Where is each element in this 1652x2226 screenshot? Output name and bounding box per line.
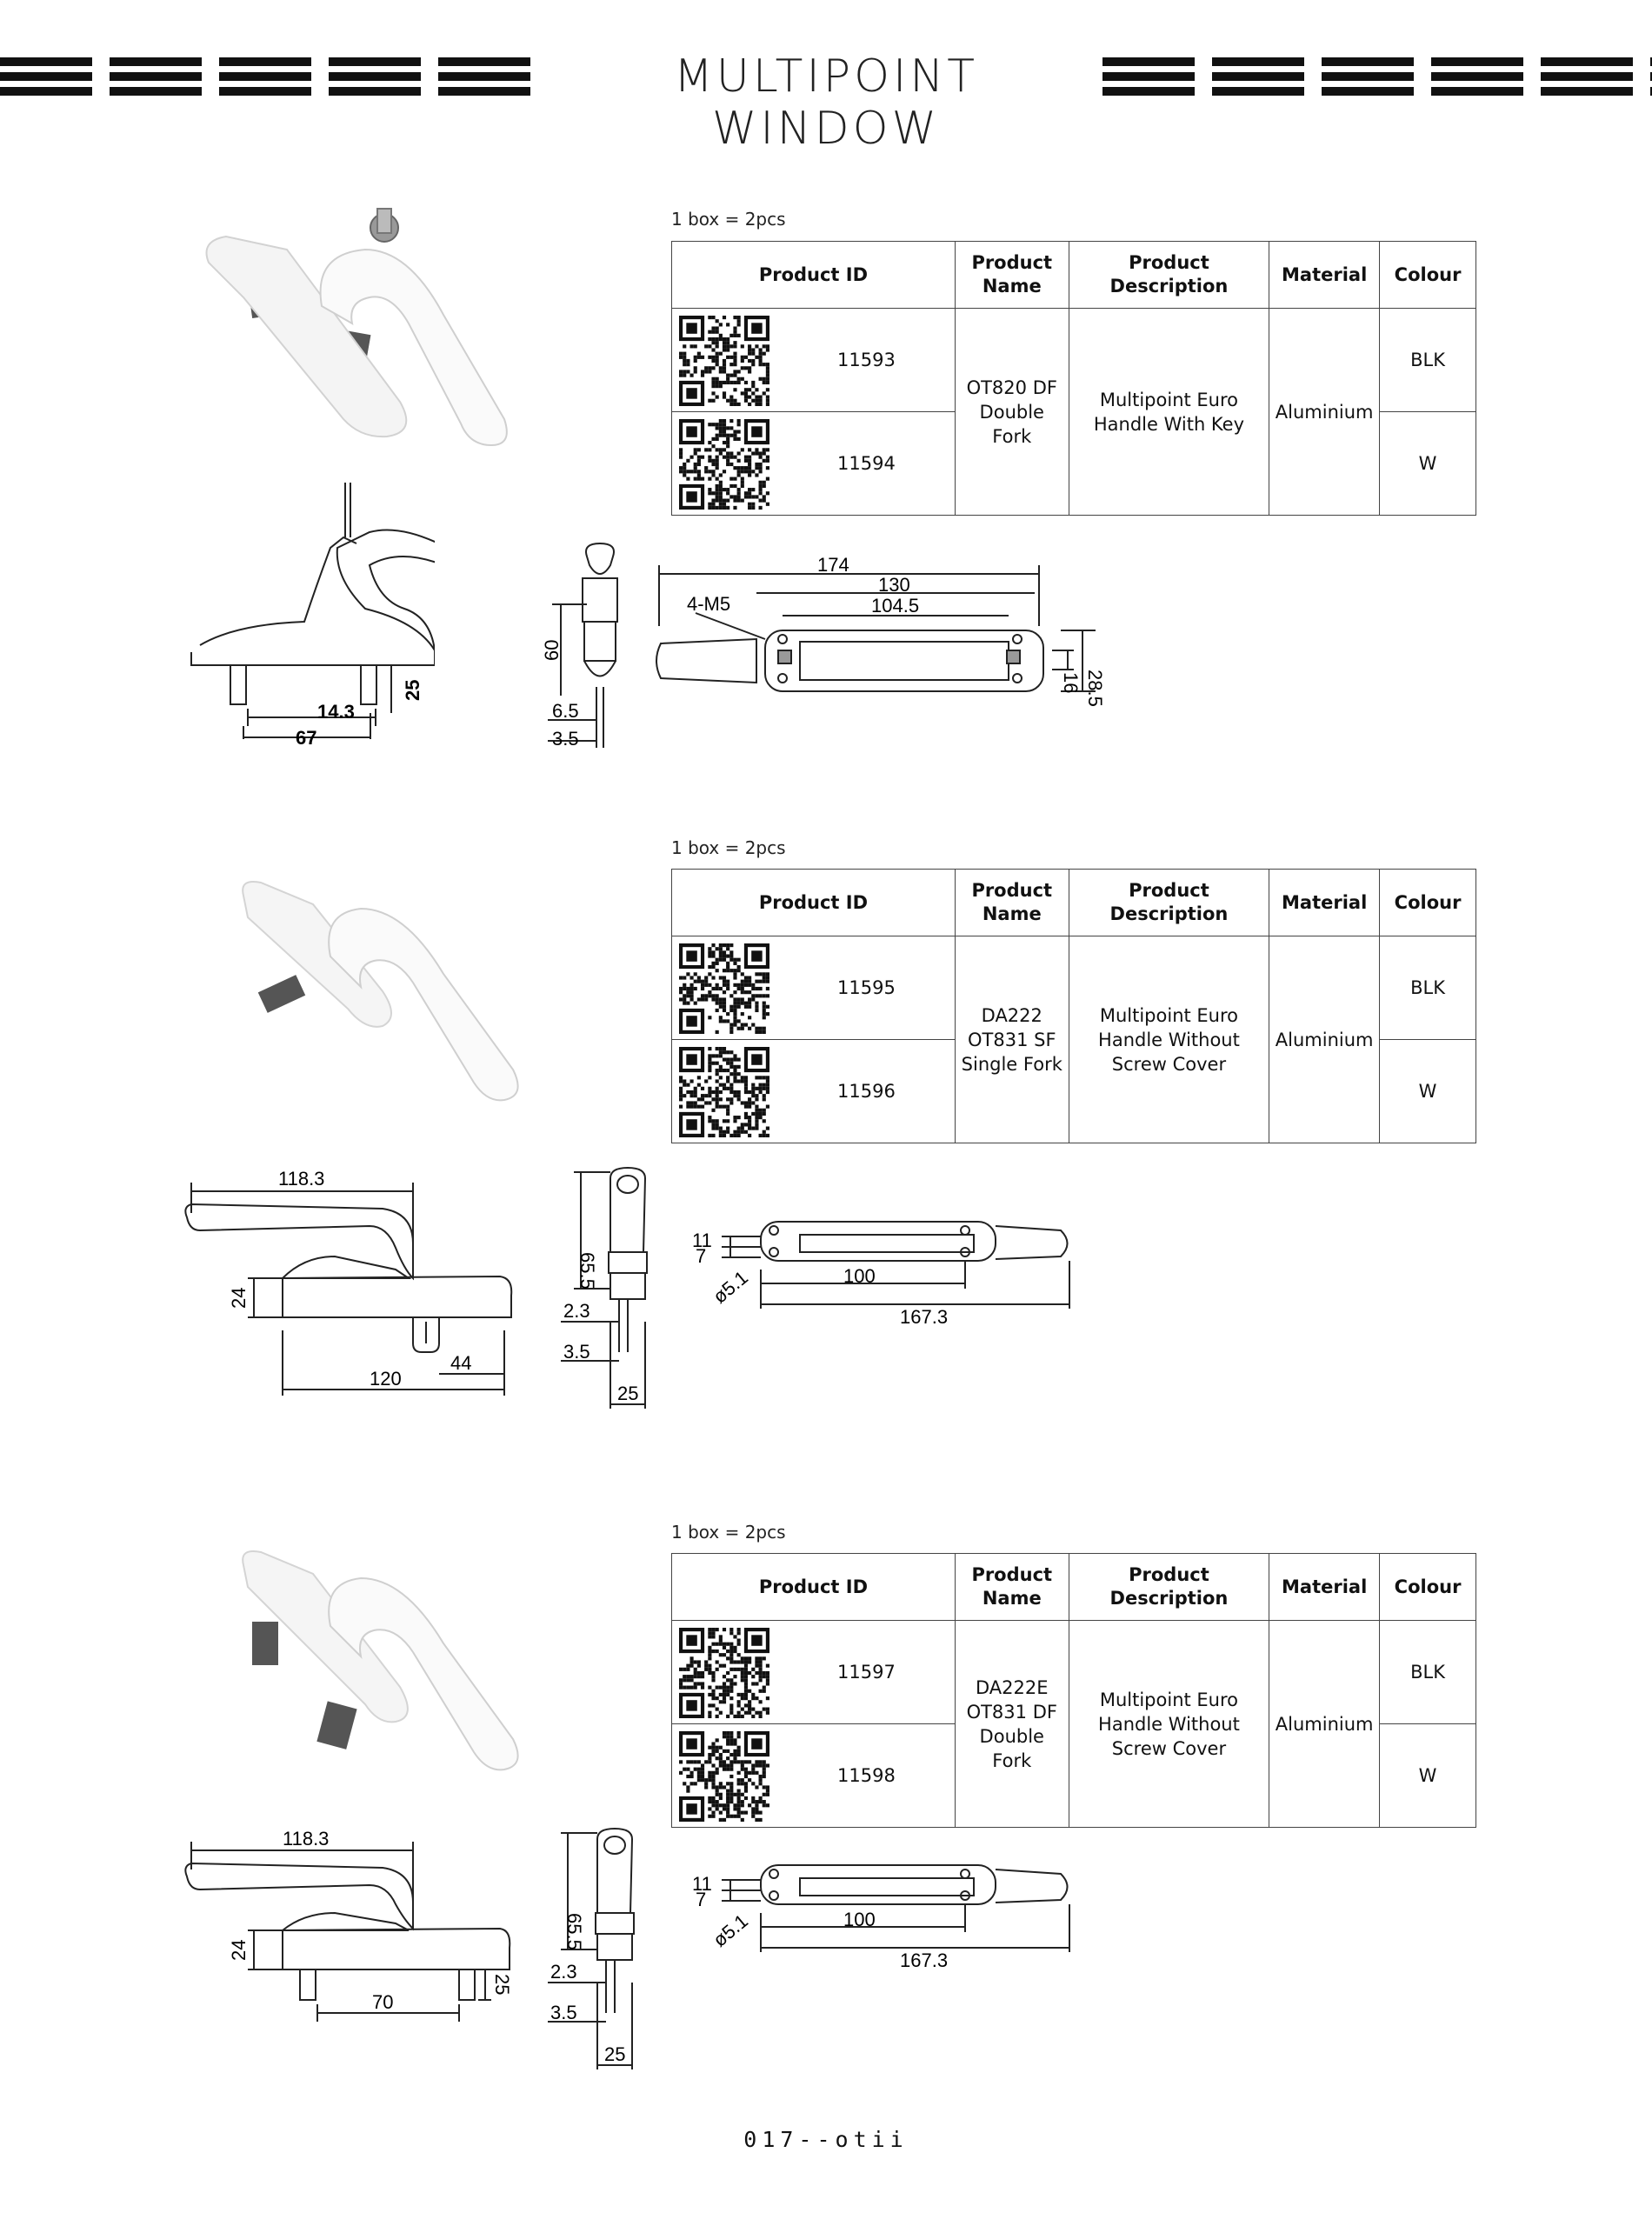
dimension-label: 100: [843, 1909, 876, 1930]
dimension-label: 60: [541, 639, 563, 661]
product-name-line: OT820 DF: [966, 377, 1057, 398]
dimension-label: 3.5: [552, 728, 579, 750]
product-description-line: Screw Cover: [1111, 1737, 1227, 1759]
qr-code-icon[interactable]: [679, 943, 769, 1034]
product-id: 11597: [837, 1662, 896, 1683]
header-dashes-right: [1102, 57, 1652, 96]
product-name-cell: [955, 309, 1069, 516]
qr-code-icon[interactable]: [679, 419, 769, 510]
technical-drawing-side-view: [183, 478, 435, 756]
qr-code-icon[interactable]: [679, 1047, 769, 1137]
product-id-cell: [672, 1724, 956, 1828]
dimension-label: ø5.1: [709, 1909, 752, 1951]
product-id: 11598: [837, 1765, 896, 1786]
dimension-label: 25: [402, 679, 423, 701]
material-cell: Aluminium: [1269, 936, 1380, 1143]
product-name-cell: [955, 1621, 1069, 1828]
header-colour: Colour: [1380, 1554, 1476, 1621]
technical-drawing-side-view: [183, 1165, 530, 1417]
spec-table: [671, 869, 1476, 1143]
dimension-label: 70: [372, 1991, 394, 2013]
box-quantity-note: 1 box = 2pcs: [671, 209, 786, 230]
header-material: Material: [1269, 242, 1380, 309]
spec-table: [671, 241, 1476, 516]
product-name-line: OT831 SF: [968, 1029, 1056, 1050]
product-description-cell: [1069, 936, 1269, 1143]
header-product-name: Product Name: [955, 1554, 1069, 1621]
table-row: [672, 936, 1476, 1040]
product-name-line: Double: [979, 401, 1044, 423]
dimension-label: 25: [491, 1974, 513, 1996]
technical-drawing-end-view: [548, 1165, 669, 1417]
colour-cell: W: [1380, 1724, 1476, 1828]
box-quantity-note: 1 box = 2pcs: [671, 837, 786, 858]
dimension-label: 2.3: [563, 1300, 590, 1322]
dimension-label: 7: [696, 1889, 707, 1910]
header-product-id: Product ID: [672, 242, 956, 309]
product-description-cell: [1069, 1621, 1269, 1828]
product-description-line: Handle Without: [1098, 1029, 1240, 1050]
dimension-label: 3.5: [550, 2002, 577, 2023]
product-id-cell: [672, 1040, 956, 1143]
header-product-id: Product ID: [672, 1554, 956, 1621]
dimension-label: 44: [450, 1352, 472, 1374]
product-description-line: Multipoint Euro: [1099, 389, 1239, 410]
dimension-label: 65.5: [576, 1252, 598, 1290]
product-name-cell: [955, 936, 1069, 1143]
product-id: 11594: [837, 453, 896, 474]
table-row: [672, 309, 1476, 412]
dimension-label: 100: [843, 1265, 876, 1287]
dimension-label: 24: [228, 1939, 250, 1961]
dimension-label: 28.5: [1084, 670, 1106, 707]
product-photo-handle-double-fork: [226, 1548, 556, 1800]
dimension-label: 11: [692, 1873, 712, 1895]
header-product-name: Product Name: [955, 242, 1069, 309]
product-id-cell: [672, 936, 956, 1040]
product-id: 11595: [837, 977, 896, 998]
header-dashes-left: [0, 57, 548, 96]
product-name-line: OT831 DF: [966, 1701, 1057, 1723]
dimension-label: 6.5: [552, 700, 579, 722]
product-name-line: Single Fork: [961, 1053, 1062, 1075]
dimension-label: 11: [692, 1230, 712, 1251]
header-material: Material: [1269, 870, 1380, 936]
dimension-label: 16: [1060, 672, 1082, 694]
header-colour: Colour: [1380, 242, 1476, 309]
product-name-line: DA222: [981, 1004, 1042, 1026]
dimension-label: 24: [228, 1287, 250, 1309]
product-photo-handle-with-key: [191, 202, 574, 463]
material-cell: Aluminium: [1269, 309, 1380, 516]
table-row: [672, 1621, 1476, 1724]
qr-code-icon[interactable]: [679, 1628, 769, 1718]
dimension-label: 130: [878, 574, 910, 596]
dimension-label: 167.3: [900, 1306, 949, 1328]
dimension-label: 118.3: [278, 1168, 325, 1190]
dimension-label: 118.3: [283, 1828, 330, 1849]
qr-code-icon[interactable]: [679, 1731, 769, 1822]
dimension-label: 67: [296, 727, 317, 749]
colour-cell: BLK: [1380, 1621, 1476, 1724]
product-description-line: Screw Cover: [1111, 1053, 1227, 1075]
technical-drawing-end-view: [535, 1826, 656, 2078]
product-name-line: Double: [979, 1725, 1044, 1747]
product-description-line: Multipoint Euro: [1099, 1004, 1239, 1026]
header-product-description: Product Description: [1069, 1554, 1269, 1621]
product-id-cell: [672, 412, 956, 516]
dimension-label: 25: [604, 2043, 626, 2065]
dimension-label: 25: [617, 1383, 639, 1404]
product-description-line: Multipoint Euro: [1099, 1689, 1239, 1710]
header-colour: Colour: [1380, 870, 1476, 936]
page-title: MULTIPOINT WINDOW: [673, 50, 979, 155]
colour-cell: BLK: [1380, 309, 1476, 412]
technical-drawing-top-view: [687, 1852, 1087, 1974]
box-quantity-note: 1 box = 2pcs: [671, 1522, 786, 1543]
dimension-label: 7: [696, 1245, 707, 1267]
header-product-name: Product Name: [955, 870, 1069, 936]
colour-cell: W: [1380, 1040, 1476, 1143]
spec-table: [671, 1553, 1476, 1828]
dimension-label: 14.3: [317, 701, 355, 723]
header-material: Material: [1269, 1554, 1380, 1621]
product-description-cell: [1069, 309, 1269, 516]
dimension-label: ø5.1: [709, 1266, 752, 1308]
product-name-line: Fork: [992, 425, 1032, 447]
dimension-label: 167.3: [900, 1949, 949, 1971]
dimension-label: 104.5: [871, 595, 920, 616]
colour-cell: BLK: [1380, 936, 1476, 1040]
dimension-label: 2.3: [550, 1961, 577, 1983]
qr-code-icon[interactable]: [679, 316, 769, 406]
product-description-line: Handle Without: [1098, 1713, 1240, 1735]
product-id: 11596: [837, 1081, 896, 1102]
product-name-line: DA222E: [976, 1676, 1049, 1698]
dimension-label: 120: [370, 1368, 402, 1390]
dimension-label: 4-M5: [687, 593, 731, 615]
product-id: 11593: [837, 350, 896, 370]
page-number: 017--otii: [743, 2127, 909, 2152]
header-product-description: Product Description: [1069, 870, 1269, 936]
material-cell: Aluminium: [1269, 1621, 1380, 1828]
header-product-id: Product ID: [672, 870, 956, 936]
technical-drawing-top-view: [652, 548, 1122, 722]
header-product-description: Product Description: [1069, 242, 1269, 309]
dimension-label: 65.5: [563, 1913, 585, 1950]
technical-drawing-top-view: [687, 1209, 1087, 1330]
product-description-line: Handle With Key: [1093, 413, 1245, 435]
product-id-cell: [672, 309, 956, 412]
dimension-label: 3.5: [563, 1341, 590, 1363]
colour-cell: W: [1380, 412, 1476, 516]
dimension-label: 174: [817, 554, 849, 576]
product-name-line: Fork: [992, 1749, 1032, 1771]
product-id-cell: [672, 1621, 956, 1724]
product-photo-handle-single-fork: [226, 878, 556, 1113]
technical-drawing-side-view: [183, 1826, 513, 2035]
page-header: [0, 45, 1652, 155]
technical-drawing-end-view: [539, 539, 652, 756]
